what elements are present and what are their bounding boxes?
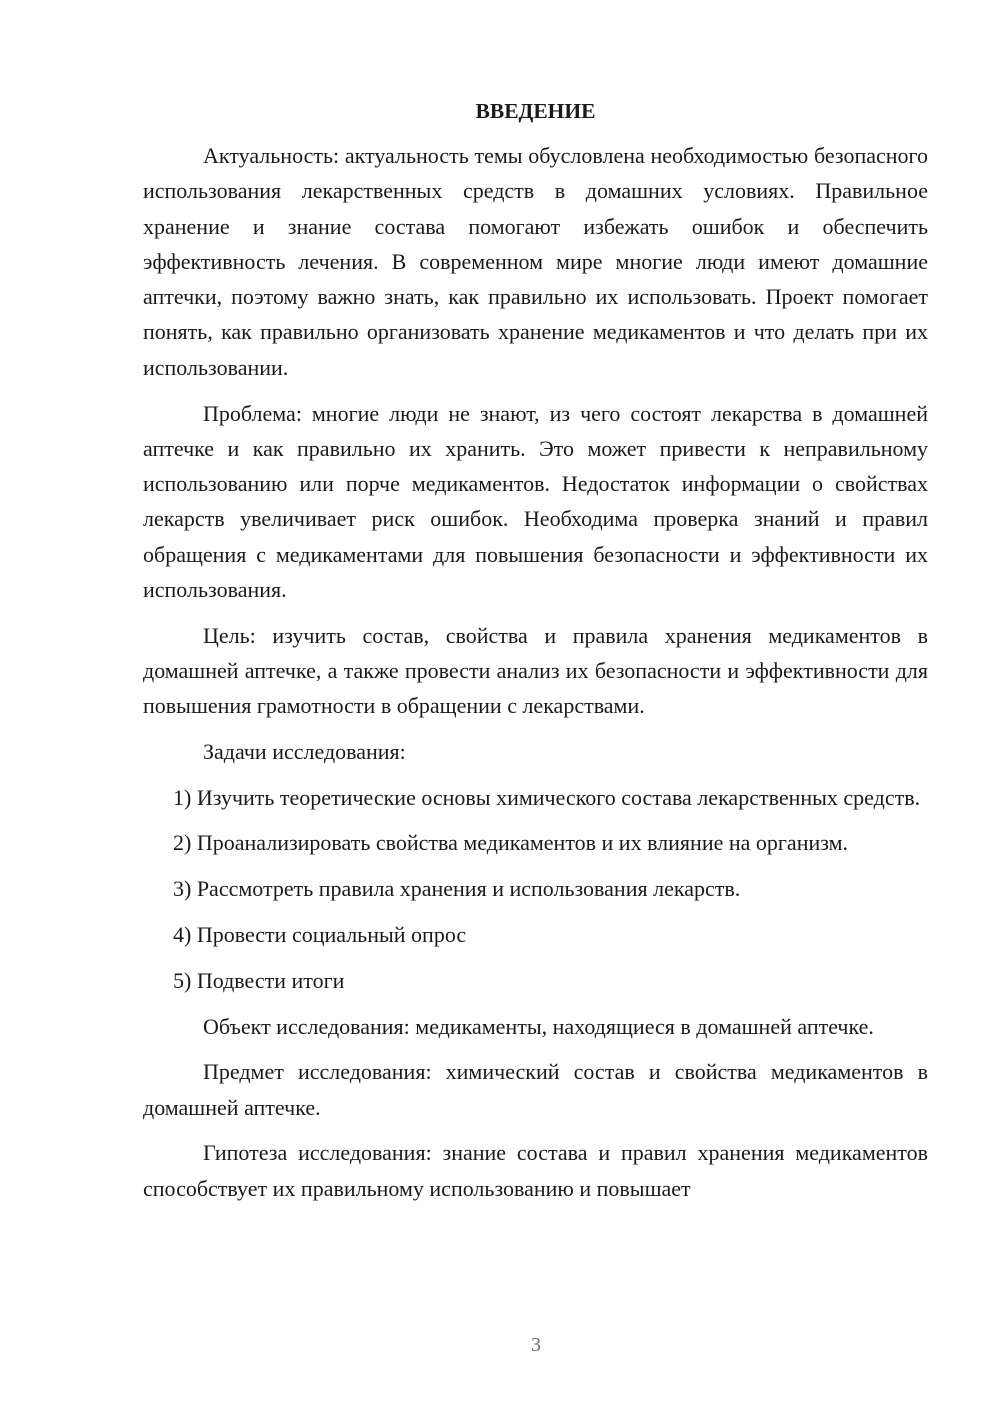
- page-number: 3: [531, 1334, 541, 1356]
- task-item-2: 2) Проанализировать свойства медикаментов и их влияние на организм.: [173, 830, 849, 856]
- paragraph-problem: Проблема: многие люди не знают, из чего состоят лекарства в домашней аптечке и как правильно их хранить. Это может привести к неправильному использованию или порче медикаментов. Недостаток информации о свойствах лекарств увеличивает риск ошибок. Необходима проверка знаний и правил обращения с медикаментами для повышения безопасности и эффективности их использования.: [143, 400, 928, 603]
- paragraph-subject: Предмет исследования: химический состав и свойства медикаментов в домашней аптечке.: [143, 1059, 928, 1120]
- task-item-5: 5) Подвести итоги: [173, 967, 345, 993]
- task-item-4: 4) Провести социальный опрос: [173, 921, 467, 947]
- section-heading: ВВЕДЕНИЕ: [475, 99, 596, 123]
- paragraph-object: Объект исследования: медикаменты, находящиеся в домашней аптечке.: [203, 1013, 874, 1039]
- paragraph-goal: Цель: изучить состав, свойства и правила хранения медикаментов в домашней аптечке, а также провести анализ их безопасности и эффективности для повышения грамотности в обращении с лекарствами.: [143, 622, 928, 719]
- task-item-1: 1) Изучить теоретические основы химического состава лекарственных средств.: [173, 784, 921, 810]
- task-item-3: 3) Рассмотреть правила хранения и использования лекарств.: [173, 876, 741, 902]
- document-page: [143, 96, 928, 1217]
- paragraph-hypothesis: Гипотеза исследования: знание состава и правил хранения медикаментов способствует их правильному использованию и повышает: [143, 1140, 928, 1201]
- paragraph-relevance: Актуальность: актуальность темы обусловлена необходимостью безопасного использования лекарственных средств в домашних условиях. Правильное хранение и знание состава помогают избежать ошибок и обеспечить эффективность лечения. В современном мире многие люди имеют домашние аптечки, поэтому важно знать, как правильно их использовать. Проект помогает понять, как правильно организовать хранение медикаментов и что делать при их использовании.: [143, 143, 928, 380]
- tasks-heading: Задачи исследования:: [203, 739, 406, 765]
